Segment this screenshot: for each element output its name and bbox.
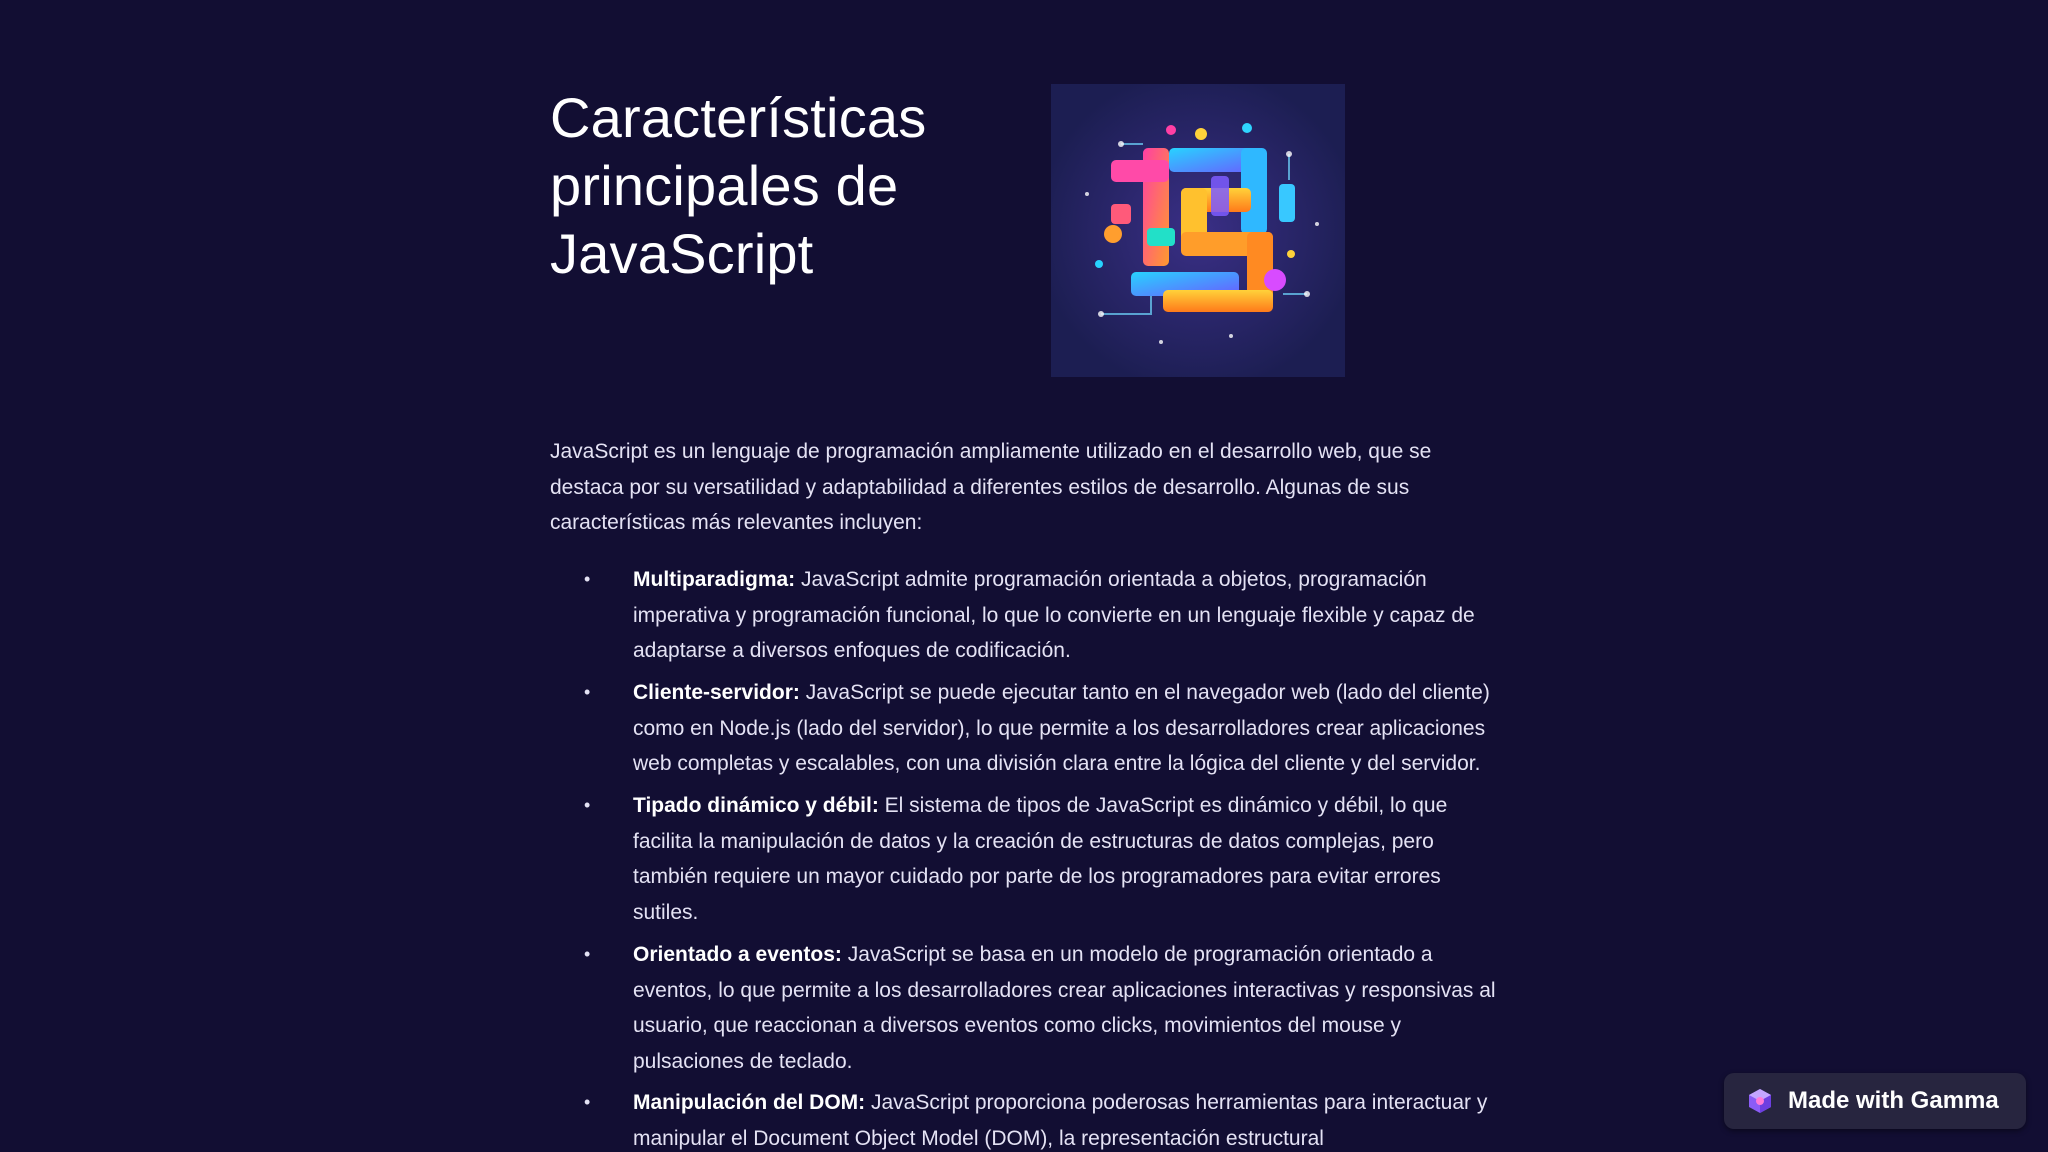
badge-label: Made with Gamma — [1788, 1087, 1999, 1114]
bullet-dot: • — [584, 569, 591, 589]
list-item-term: Manipulación del DOM: — [633, 1091, 866, 1114]
list-item-body — [633, 675, 1503, 782]
list-item-text: JavaScript proporciona poderosas herramientas para interactuar y manipular el Document Object Model (DOM), la representación estructural — [633, 1091, 1488, 1150]
made-with-gamma-badge[interactable] — [1724, 1073, 2026, 1129]
title-line: Características — [550, 86, 927, 149]
list-item-term: Orientado a eventos: — [633, 943, 842, 966]
gamma-logo-icon — [1746, 1087, 1774, 1115]
list-item-body — [633, 1085, 1503, 1152]
bullet-dot: • — [584, 682, 591, 702]
intro-paragraph: JavaScript es un lenguaje de programación ampliamente utilizado en el desarrollo web, que se destaca por su versatilidad y adaptabilidad a diferentes estilos de desarrollo. Algunas de sus características más relevantes incluyen: — [550, 440, 1432, 534]
hero-image — [1051, 84, 1345, 377]
javascript-abstract-icon — [1051, 84, 1345, 377]
list-item-term: Multiparadigma: — [633, 568, 796, 591]
list-item-term: Cliente-servidor: — [633, 681, 800, 704]
bullet-dot: • — [584, 1092, 591, 1112]
title-line: principales de — [550, 154, 899, 217]
bullet-dot: • — [584, 795, 591, 815]
list-item-body — [633, 937, 1503, 1079]
list-item-text: El sistema de tipos de JavaScript es dinámico y débil, lo que facilita la manipulación de datos y la creación de estructuras de datos complejas, pero también requiere un mayor cuidado por parte de los programadores para evitar errores sutiles. — [633, 794, 1448, 924]
list-item-body — [633, 562, 1503, 669]
slide-title — [550, 84, 990, 288]
list-item-text: JavaScript se basa en un modelo de programación orientado a eventos, lo que permite a los desarrolladores crear aplicaciones interactivas y responsivas al usuario, que reaccionan a diversos eventos como clicks, movimientos del mouse y pulsaciones de teclado. — [633, 943, 1496, 1073]
list-item-body — [633, 788, 1503, 930]
bullet-dot: • — [584, 944, 591, 964]
title-line: JavaScript — [550, 222, 814, 285]
list-item-text: JavaScript se puede ejecutar tanto en el navegador web (lado del cliente) como en Node.js (lado del servidor), lo que permite a los desarrolladores crear aplicaciones web completas y escalables, con una división clara entre la lógica del cliente y del servidor. — [633, 681, 1490, 775]
list-item-text: JavaScript admite programación orientada a objetos, programación imperativa y programación funcional, lo que lo convierte en un lenguaje flexible y capaz de adaptarse a diversos enfoques de codificación. — [633, 568, 1475, 662]
list-item-term: Tipado dinámico y débil: — [633, 794, 879, 817]
